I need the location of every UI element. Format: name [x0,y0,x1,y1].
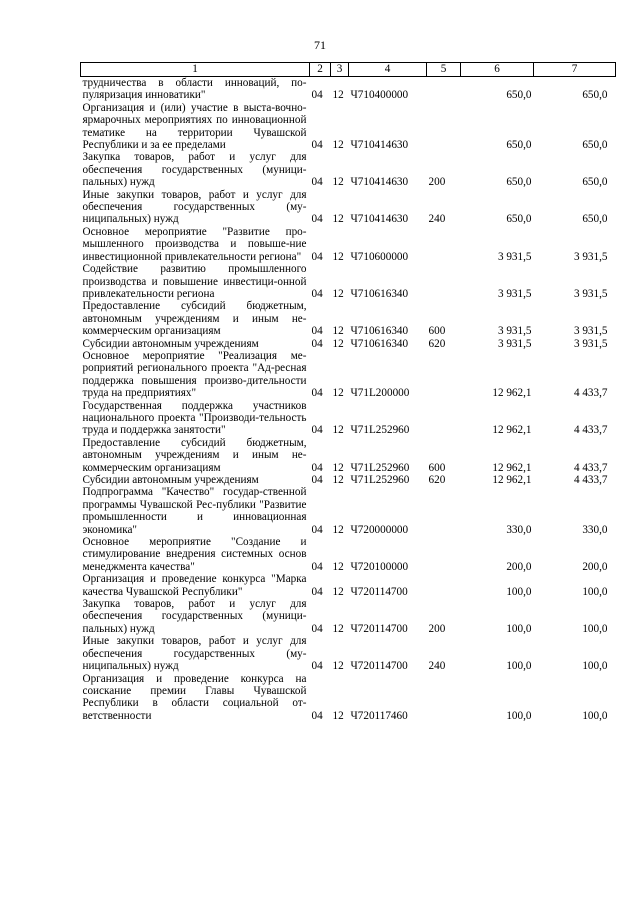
subsection-code: 12 [332,337,344,350]
expense-type-code [427,350,461,400]
amount-year-1: 650,0 [506,176,532,189]
section-code: 04 [311,176,323,189]
target-article-code: Ч720000000 [350,523,409,536]
expense-type-code: 620 [428,474,446,486]
expense-type-code: 600 [428,325,446,338]
amount-year-1: 650,0 [506,89,532,102]
amount-year-2: 100,0 [582,660,608,673]
target-article-code: Ч710600000 [350,250,409,263]
item-name: Субсидии автономным учреждениям [82,474,259,486]
target-article-code: Ч710414630 [350,213,409,226]
amount-year-2: 4 433,7 [573,424,608,437]
expense-type-code [427,226,461,263]
subsection-code: 12 [332,176,344,189]
expense-type-code [427,263,461,300]
target-article-code: Ч710616340 [350,325,409,338]
amount-year-2: 650,0 [582,139,608,152]
section-code: 04 [311,139,323,152]
subsection-code: 12 [332,250,344,263]
header-cell: 6 [461,63,534,77]
amount-year-1: 12 962,1 [492,461,532,474]
page-number: 71 [314,38,326,52]
section-code: 04 [311,89,323,102]
section-code: 04 [311,424,323,437]
expense-type-code [427,77,461,102]
table-row [81,263,616,300]
amount-year-2: 4 433,7 [573,474,608,486]
subsection-code: 12 [332,474,344,486]
expense-type-code: 200 [428,176,446,189]
item-name: Закупка товаров, работ и услуг для обеспечения государственных (муници-пальных) нужд [82,598,307,635]
section-code: 04 [311,523,323,536]
expense-type-code: 600 [428,461,446,474]
amount-year-2: 100,0 [582,585,608,598]
table-row [81,598,616,635]
section-code: 04 [311,585,323,598]
header-cell: 5 [427,63,461,77]
amount-year-1: 12 962,1 [492,387,532,400]
table-row [81,486,616,536]
expense-type-code [427,102,461,152]
amount-year-1: 100,0 [506,585,532,598]
subsection-code: 12 [332,213,344,226]
amount-year-1: 12 962,1 [492,474,532,486]
amount-year-2: 650,0 [582,213,608,226]
expense-type-code [427,486,461,536]
section-code: 04 [311,660,323,673]
amount-year-1: 650,0 [506,139,532,152]
item-name: Основное мероприятие "Реализация ме-роприятий регионального проекта "Ад-ресная поддержка повышения произво-дительности труда на предприятиях" [82,349,307,400]
amount-year-1: 100,0 [506,622,532,635]
header-cell: 2 [310,63,331,77]
target-article-code: Ч720117460 [350,709,408,722]
expense-type-code [427,400,461,437]
target-article-code: Ч720114700 [350,585,408,598]
item-name: Субсидии автономным учреждениям [82,337,259,350]
table-row [81,338,616,350]
item-name: Иные закупки товаров, работ и услуг для обеспечения государственных (му-ниципальных) нужд [82,635,307,673]
expense-type-code: 620 [428,337,446,350]
item-name: Закупка товаров, работ и услуг для обеспечения государственных (муници-пальных) нужд [82,151,307,189]
item-name: Основное мероприятие "Развитие про-мышленного производства и повыше-ние инвестиционной привлекательности региона" [82,225,307,263]
amount-year-2: 100,0 [582,622,608,635]
subsection-code: 12 [332,560,344,573]
amount-year-1: 200,0 [506,560,532,573]
amount-year-1: 650,0 [506,213,532,226]
table-row [81,635,616,672]
target-article-code: Ч71L252960 [350,424,410,437]
amount-year-2: 3 931,5 [573,287,608,300]
amount-year-2: 3 931,5 [573,250,608,263]
section-code: 04 [311,709,323,722]
section-code: 04 [311,560,323,573]
section-code: 04 [311,325,323,338]
amount-year-1: 3 931,5 [497,337,532,350]
table-row [81,226,616,263]
table-row [81,573,616,598]
amount-year-2: 650,0 [582,176,608,189]
amount-year-1: 100,0 [506,709,532,722]
target-article-code: Ч720114700 [350,622,408,635]
subsection-code: 12 [332,461,344,474]
target-article-code: Ч71L252960 [350,474,410,486]
subsection-code: 12 [332,585,344,598]
expense-type-code [427,573,461,598]
subsection-code: 12 [332,660,344,673]
target-article-code: Ч720114700 [350,660,408,673]
amount-year-1: 3 931,5 [497,250,532,263]
subsection-code: 12 [332,89,344,102]
amount-year-1: 100,0 [506,660,532,673]
table-row [81,673,616,723]
subsection-code: 12 [332,387,344,400]
target-article-code: Ч71L200000 [350,387,410,400]
subsection-code: 12 [332,139,344,152]
amount-year-2: 4 433,7 [573,387,608,400]
item-name: трудничества в области инноваций, по-пуляризация инноватики" [82,77,307,102]
target-article-code: Ч710616340 [350,337,409,350]
amount-year-1: 12 962,1 [492,424,532,437]
section-code: 04 [311,250,323,263]
table-row [81,474,616,486]
target-article-code: Ч710414630 [350,139,409,152]
amount-year-2: 3 931,5 [573,337,608,350]
subsection-code: 12 [332,523,344,536]
target-article-code: Ч710616340 [350,287,409,300]
section-code: 04 [311,387,323,400]
section-code: 04 [311,287,323,300]
target-article-code: Ч720100000 [350,560,409,573]
header-cell: 7 [534,63,616,77]
section-code: 04 [311,213,323,226]
expense-type-code: 240 [428,660,446,673]
amount-year-2: 4 433,7 [573,461,608,474]
amount-year-1: 3 931,5 [497,325,532,338]
item-name: Подпрограмма "Качество" государ-ственной программы Чувашской Рес-публики "Развитие промышленности и инновационная экономика" [82,486,307,536]
table-row [81,102,616,152]
subsection-code: 12 [332,424,344,437]
amount-year-2: 650,0 [582,89,608,102]
item-name: Иные закупки товаров, работ и услуг для обеспечения государственных (му-ниципальных) нужд [82,188,307,226]
expense-type-code: 200 [428,622,446,635]
table-row [81,437,616,474]
subsection-code: 12 [332,325,344,338]
table-body [81,77,616,723]
header-cell: 3 [331,63,349,77]
expense-type-code [427,673,461,723]
table-row [81,350,616,400]
amount-year-1: 3 931,5 [497,287,532,300]
section-code: 04 [311,622,323,635]
target-article-code: Ч710400000 [350,89,409,102]
table-row [81,189,616,226]
header-cell: 4 [349,63,427,77]
item-name: Государственная поддержка участников национального проекта "Производи-тельность труда и поддержка занятости" [82,399,307,437]
subsection-code: 12 [332,622,344,635]
item-name: Основное мероприятие "Создание и стимулирование внедрения системных основ менеджмента качества" [82,536,307,573]
subsection-code: 12 [332,709,344,722]
table-row [81,536,616,573]
section-code: 04 [311,461,323,474]
target-article-code: Ч710414630 [350,176,409,189]
table-row [81,300,616,337]
budget-table [80,62,616,722]
item-name: Предоставление субсидий бюджетным, автономным учреждениям и иным не-коммерческим организациям [82,436,307,474]
item-name: Организация и проведение конкурса на соискание премии Главы Чувашской Республики в области социальной от-ветственности [82,672,307,722]
amount-year-2: 200,0 [582,560,608,573]
section-code: 04 [311,474,323,486]
table-row [81,151,616,188]
expense-type-code: 240 [428,213,446,226]
amount-year-1: 330,0 [506,523,532,536]
item-name: Организация и (или) участие в выста-вочно-ярмарочных мероприятиях по инновационной тематике на территории Чувашской Республики и за ее пределами [82,101,307,152]
amount-year-2: 100,0 [582,709,608,722]
target-article-code: Ч71L252960 [350,461,410,474]
item-name: Организация и проведение конкурса "Марка качества Чувашской Республики" [82,573,307,598]
amount-year-2: 330,0 [582,523,608,536]
section-code: 04 [311,337,323,350]
amount-year-2: 3 931,5 [573,325,608,338]
table-header [81,63,616,77]
item-name: Содействие развитию промышленного производства и повышение инвестици-онной привлекательности региона [82,263,307,300]
subsection-code: 12 [332,287,344,300]
header-cell: 1 [81,63,310,77]
table-row [81,400,616,437]
expense-type-code [427,536,461,573]
table-row [81,77,616,102]
item-name: Предоставление субсидий бюджетным, автономным учреждениям и иным не-коммерческим организациям [82,300,307,338]
